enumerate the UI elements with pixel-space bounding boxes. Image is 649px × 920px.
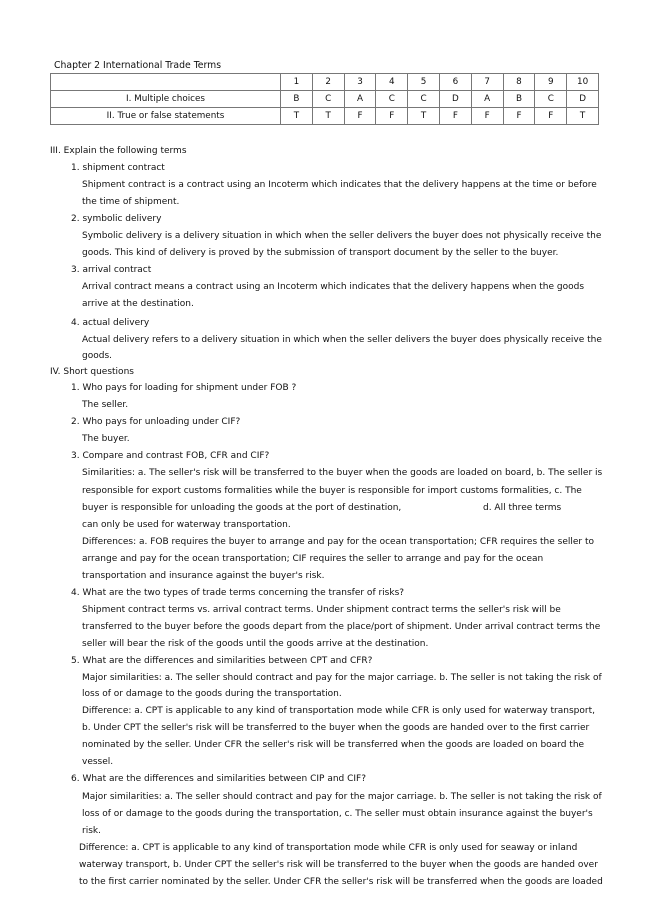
paragraph-line: transferred to the buyer before the goods depart from the place/port of shipment. Under arrival contract terms the [82,622,601,632]
paragraph-line: can only be used for waterway transportation. [82,520,291,530]
table-header-cell: 5 [408,74,440,91]
paragraph-line: Actual delivery refers to a delivery situation in which when the seller delivers the buyer does physically receive the [82,335,602,345]
table-row [51,91,599,108]
term-heading: 2. symbolic delivery [71,214,162,224]
paragraph-line: Differences: a. FOB requires the buyer to arrange and pay for the ocean transportation; CFR requires the seller to [82,537,595,547]
paragraph-line: loss of or damage to the goods during the transportation, c. The seller must obtain insurance against the buyer's [82,809,593,819]
paragraph-line: Difference: a. CPT is applicable to any kind of transportation mode while CFR is only used for seaway or inland [79,843,578,853]
paragraph-line: goods. [82,351,112,361]
term-heading: 3. arrival contract [71,265,152,275]
table-cell: T [281,108,313,125]
term-heading: 1. shipment contract [71,163,165,173]
table-cell: F [439,108,471,125]
paragraph-line: d. All three terms [483,503,562,513]
table-row [51,108,599,125]
table-header-cell: 10 [567,74,599,91]
answer-table [50,73,599,125]
paragraph-line: the time of shipment. [82,197,180,207]
paragraph-line: Major similarities: a. The seller should contract and pay for the major carriage. b. The seller is not taking the risk of [82,673,602,683]
table-cell: T [312,108,344,125]
paragraph-line: vessel. [82,757,114,767]
question-heading: 6. What are the differences and similarities between CIP and CIF? [71,774,367,784]
table-header-row [51,74,599,91]
table-cell: F [376,108,408,125]
table-header-cell: 2 [312,74,344,91]
question-heading: 2. Who pays for unloading under CIF? [71,417,241,427]
paragraph-line: Similarities: a. The seller's risk will be transferred to the buyer when the goods are loaded on board, b. The seller is [82,468,603,478]
table-header-cell [51,74,281,91]
paragraph-line: arrive at the destination. [82,299,194,309]
paragraph-line: nominated by the seller. Under CFR the seller's risk will be transferred when the goods are loaded on board the [82,740,585,750]
section-heading: IV. Short questions [50,367,134,377]
row-label: II. True or false statements [51,108,281,125]
table-cell: F [344,108,376,125]
paragraph-line: responsible for export customs formalities while the buyer is responsible for import customs formalities, c. The [82,486,582,496]
table-cell: C [376,91,408,108]
table-cell: C [312,91,344,108]
paragraph-line: to the first carrier nominated by the seller. Under CFR the seller's risk will be transferred when the goods are loaded [79,877,603,887]
table-cell: B [503,91,535,108]
paragraph-line: Arrival contract means a contract using an Incoterm which indicates that the delivery happens when the goods [82,282,585,292]
paragraph-line: The seller. [82,400,129,410]
paragraph-line: seller will bear the risk of the goods until the goods arrive at the destination. [82,639,429,649]
table-header-cell: 4 [376,74,408,91]
paragraph-line: Symbolic delivery is a delivery situation in which when the seller delivers the buyer does not physically receive the [82,231,602,241]
row-label: I. Multiple choices [51,91,281,108]
question-heading: 3. Compare and contrast FOB, CFR and CIF? [71,451,270,461]
question-heading: 5. What are the differences and similarities between CPT and CFR? [71,656,373,666]
paragraph-line: b. Under CPT the seller's risk will be transferred to the buyer when the goods are handed over to the first carrier [82,723,590,733]
paragraph-line: Shipment contract terms vs. arrival contract terms. Under shipment contract terms the seller's risk will be [82,605,561,615]
paragraph-line: goods. This kind of delivery is proved by the submission of transport document by the seller to the buyer. [82,248,559,258]
table-cell: B [281,91,313,108]
paragraph-line: arrange and pay for the ocean transportation; CIF requires the seller to arrange and pay for the ocean [82,554,544,564]
paragraph-line: transportation and insurance against the buyer's risk. [82,571,325,581]
paragraph-line: Major similarities: a. The seller should contract and pay for the major carriage. b. The seller is not taking the risk of [82,792,602,802]
paragraph-line: The buyer. [82,434,130,444]
table-cell: F [535,108,567,125]
chapter-title: Chapter 2 International Trade Terms [54,60,222,71]
table-cell: A [344,91,376,108]
table-header-cell: 3 [344,74,376,91]
paragraph-line: Difference: a. CPT is applicable to any kind of transportation mode while CFR is only used for waterway transport, [82,706,595,716]
paragraph-line: Shipment contract is a contract using an Incoterm which indicates that the delivery happens at the time or before [82,180,597,190]
section-heading: III. Explain the following terms [50,146,187,156]
table-header-cell: 1 [281,74,313,91]
table-cell: F [503,108,535,125]
table-cell: F [471,108,503,125]
paragraph-line: waterway transport, b. Under CPT the seller's risk will be transferred to the buyer when the goods are handed over [79,860,598,870]
table-cell: C [535,91,567,108]
question-heading: 1. Who pays for loading for shipment under FOB ? [71,383,297,393]
question-heading: 4. What are the two types of trade terms concerning the transfer of risks? [71,588,405,598]
table-cell: C [408,91,440,108]
table-header-cell: 7 [471,74,503,91]
table-cell: T [408,108,440,125]
table-header-cell: 8 [503,74,535,91]
table-cell: T [567,108,599,125]
table-header-cell: 6 [439,74,471,91]
table-cell: D [567,91,599,108]
table-cell: D [439,91,471,108]
paragraph-line: risk. [82,826,101,836]
term-heading: 4. actual delivery [71,318,150,328]
table-cell: A [471,91,503,108]
paragraph-line: buyer is responsible for unloading the goods at the port of destination, [82,503,402,513]
table-header-cell: 9 [535,74,567,91]
paragraph-line: loss of or damage to the goods during the transportation. [82,689,342,699]
